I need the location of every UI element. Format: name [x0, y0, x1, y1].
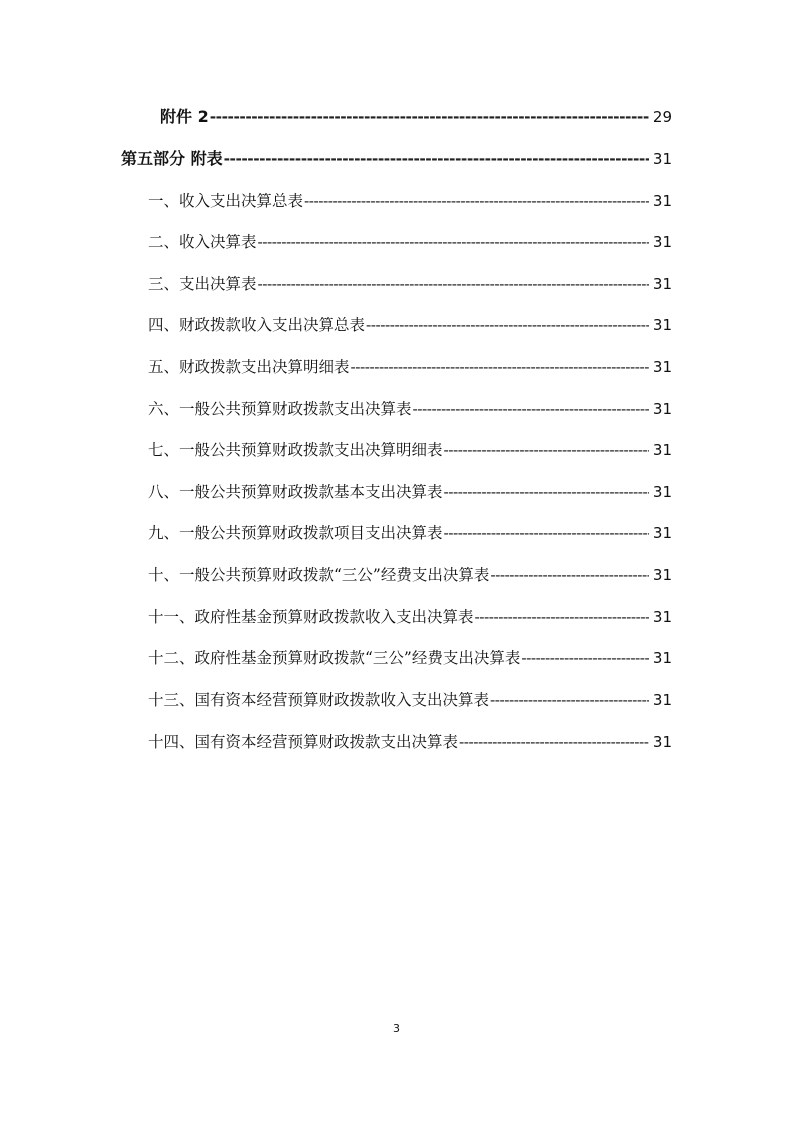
toc-entry-label: 五、财政拨款支出决算明细表 [148, 358, 350, 376]
toc-entry[interactable] [148, 519, 672, 547]
toc-leader-dots [304, 187, 649, 215]
toc-entry-label: 七、一般公共预算财政拨款支出决算明细表 [148, 441, 443, 459]
toc-entry-page: 31 [652, 649, 672, 667]
toc-entry-label: 四、财政拨款收入支出决算总表 [148, 316, 366, 334]
toc-entry-page: 31 [652, 524, 672, 542]
toc-entry-label: 十一、政府性基金预算财政拨款收入支出决算表 [148, 608, 474, 626]
toc-entry-label: 十四、国有资本经营预算财政拨款支出决算表 [148, 733, 459, 751]
toc-entry[interactable] [148, 270, 672, 298]
toc-entry-label: 第五部分 附表 [121, 149, 223, 168]
toc-entry-page: 31 [652, 275, 672, 293]
toc-entry-page: 31 [652, 733, 672, 751]
toc-entry-label: 十三、国有资本经营预算财政拨款收入支出决算表 [148, 691, 490, 709]
toc-entry-label: 十、一般公共预算财政拨款“三公”经费支出决算表 [148, 566, 490, 584]
toc-entry-page: 31 [652, 150, 672, 168]
toc-entry-label: 十二、政府性基金预算财政拨款“三公”经费支出决算表 [148, 649, 521, 667]
toc-leader-dots [521, 644, 649, 672]
toc-entry-page: 31 [652, 608, 672, 626]
toc-leader-dots [475, 603, 649, 631]
toc-entry-label: 八、一般公共预算财政拨款基本支出决算表 [148, 483, 443, 501]
toc-entry-page: 31 [652, 192, 672, 210]
toc-entry[interactable] [148, 353, 672, 381]
toc-entry[interactable] [148, 395, 672, 423]
toc-leader-dots [444, 478, 649, 506]
toc-entry-label: 附件 2 [160, 107, 209, 126]
toc-entry[interactable] [148, 478, 672, 506]
toc-entry-page: 31 [652, 358, 672, 376]
page-number: 3 [393, 1022, 400, 1035]
toc-entry-part-5[interactable] [121, 145, 672, 173]
toc-entry-label: 九、一般公共预算财政拨款项目支出决算表 [148, 524, 443, 542]
toc-entry-page: 31 [652, 400, 672, 418]
toc-leader-dots [444, 519, 649, 547]
toc-leader-dots [490, 561, 649, 589]
toc-entry-label: 六、一般公共预算财政拨款支出决算表 [148, 400, 412, 418]
toc-entry[interactable] [148, 436, 672, 464]
toc-entry-page: 29 [652, 108, 672, 126]
toc-entry-page: 31 [652, 691, 672, 709]
toc-entry-label: 三、支出决算表 [148, 275, 257, 293]
toc-entry-page: 31 [652, 483, 672, 501]
toc-leader-dots [351, 353, 649, 381]
toc-leader-dots [413, 395, 649, 423]
toc-entry[interactable] [148, 728, 672, 756]
toc-leader-dots [444, 436, 649, 464]
toc-entry-label: 一、收入支出决算总表 [148, 192, 304, 210]
toc-entry[interactable] [148, 561, 672, 589]
toc-entry[interactable] [148, 644, 672, 672]
toc-leader-dots [366, 311, 649, 339]
toc-entry[interactable] [148, 686, 672, 714]
toc-entry-appendix-2[interactable] [160, 103, 672, 131]
toc-entry[interactable] [148, 228, 672, 256]
toc-entry-page: 31 [652, 566, 672, 584]
toc-leader-dots [490, 686, 649, 714]
toc-entry-page: 31 [652, 441, 672, 459]
toc-entry-page: 31 [652, 233, 672, 251]
toc-entry[interactable] [148, 311, 672, 339]
toc-entry[interactable] [148, 187, 672, 215]
toc-leader-dots [258, 228, 649, 256]
toc-leader-dots [210, 103, 649, 131]
toc-entry-page: 31 [652, 316, 672, 334]
toc-entry[interactable] [148, 603, 672, 631]
toc-leader-dots [459, 728, 649, 756]
toc-entry-label: 二、收入决算表 [148, 233, 257, 251]
toc-leader-dots [224, 145, 649, 173]
toc-leader-dots [258, 270, 649, 298]
